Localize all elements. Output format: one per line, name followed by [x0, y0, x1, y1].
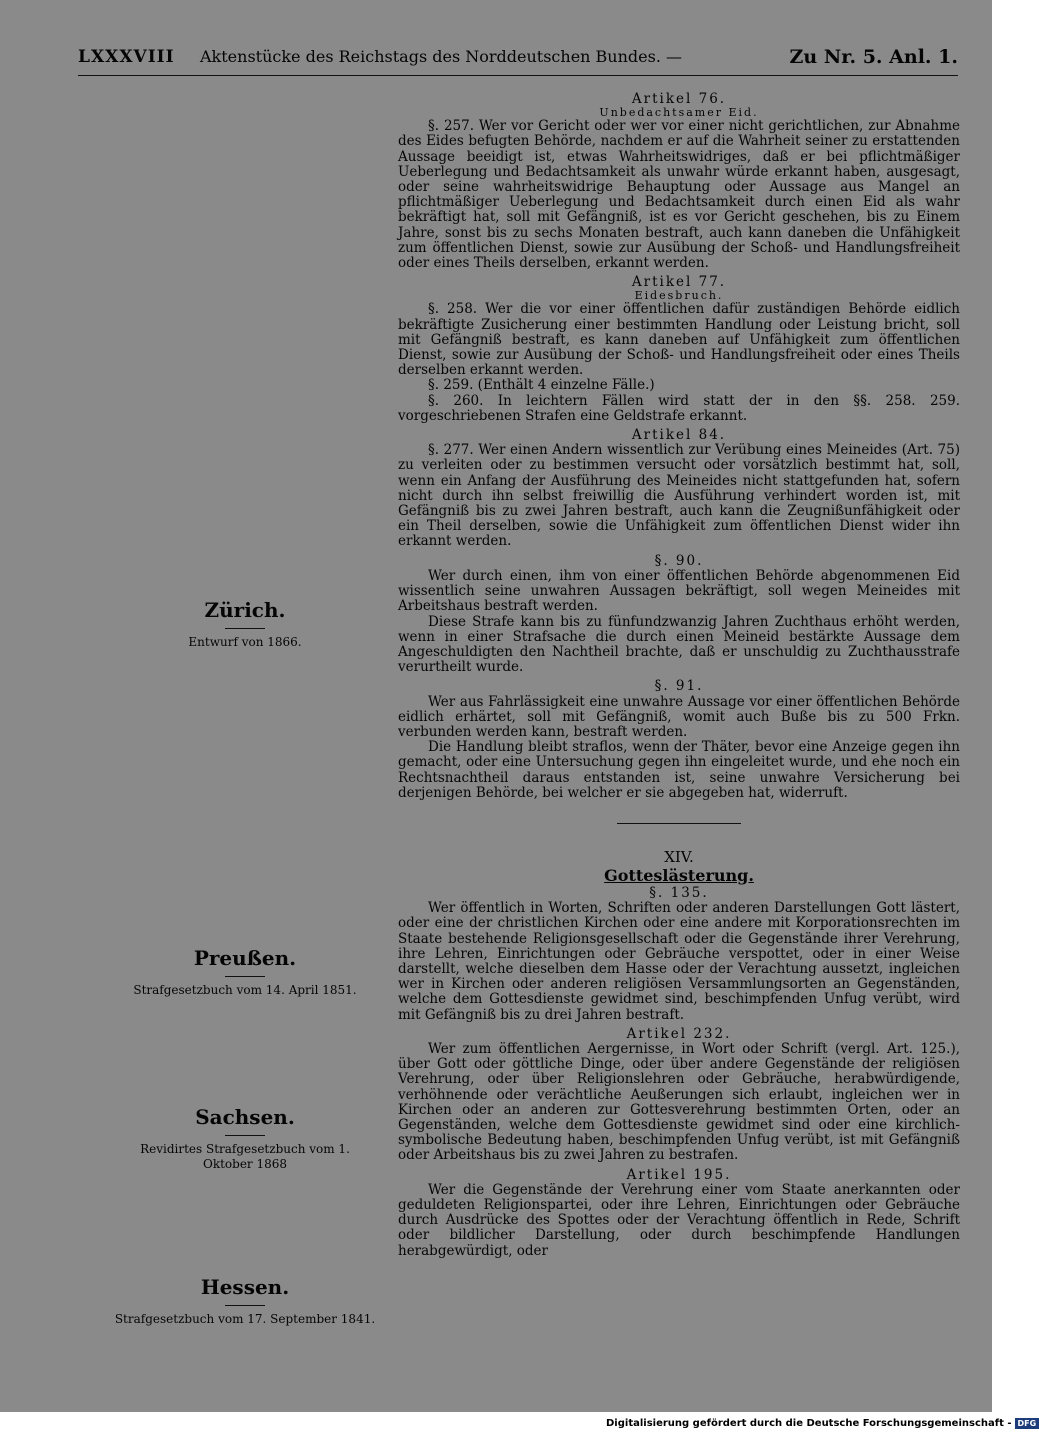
- digitization-footer: [606, 1415, 1037, 1432]
- paragraph: Wer die Gegenstände der Verehrung einer vom Staate anerkannten oder geduldeten Religionspartei, oder ihre Lehren, Einrichtungen oder Gebräuche durch Ausdrücke des Spottes oder der Verachtung öffentlich in Rede, Schrift oder bildlicher Darstellung, oder durch beschimpfende Handlungen herabgewürdigt, oder: [398, 1181, 960, 1259]
- article-subheading: Eidesbruch.: [634, 289, 724, 303]
- margin-rule: [225, 1305, 265, 1306]
- article-heading: Artikel 77.: [631, 274, 727, 291]
- chapter-title: Gotteslästerung.: [604, 865, 754, 885]
- header-title: Aktenstücke des Reichstags des Norddeutschen Bundes. —: [200, 47, 683, 66]
- running-header: [78, 44, 958, 70]
- margin-preussen: [110, 946, 380, 998]
- dfg-logo: DFG: [1015, 1418, 1039, 1429]
- paragraph: §. 277. Wer einen Andern wissentlich zur Verübung eines Meineides (Art. 75) zu verleiten oder zu bestimmen versucht oder vorsätzlich bestimmt hat, soll, wenn ein Anfang der Ausführung des Meineides nicht stattgefunden hat, sofern nicht durch ihn selbst freiwillig die Ausführung verhindert worden ist, mit Gefängniß bis zu zwei Jahren bestraft, auch kann die Zeugnißunfähigkeit oder ein Theil derselben, sowie die Unfähigkeit zum öffentlichen Dienst wider ihn erkannt werden.: [398, 442, 960, 550]
- section-number: §. 135.: [649, 884, 709, 901]
- section-separator: [617, 823, 741, 824]
- article-heading: Artikel 84.: [631, 427, 727, 444]
- margin-rule: [225, 628, 265, 629]
- margin-zurich: [110, 598, 380, 650]
- margin-title: Hessen.: [200, 1275, 290, 1299]
- chapter-number: XIV.: [664, 847, 694, 866]
- footer-text: Digitalisierung gefördert durch die Deutsche Forschungsgemeinschaft -: [606, 1418, 1012, 1429]
- margin-source: Revidirtes Strafgesetzbuch vom 1. Oktober 1868: [140, 1142, 350, 1171]
- paragraph: Wer durch einen, ihm von einer öffentlichen Behörde abgenommenen Eid wissentlich seine unwahren Aussagen bekräftigt, soll wegen Meineides mit Arbeitshaus bestraft werden.: [398, 567, 960, 615]
- margin-rule: [225, 976, 265, 977]
- paragraph: §. 257. Wer vor Gericht oder wer vor einer nicht gerichtlichen, zur Abnahme des Eides befugten Behörde, nachdem er auf die Wahrheit seiner zu erstattenden Aussage beeidigt ist, etwas Wahrheitswidriges, daß er bei pflichtmäßiger Ueberlegung und Bedachtsamkeit als unwahr würde erkannt haben, ausgesagt, oder seine wahrheitswidrige Behauptung oder Aussage aus Mangel an pflichtmäßiger Ueberlegung und Bedachtsamkeit durch einen Eid als wahr bekräftigt hat, soll mit Gefängniß, ist es vor Gericht geschehen, bis zu Einem Jahre, sonst bis zu sechs Monaten bestraft, auch kann daneben die Unfähigkeit zum öffentlichen Dienst, sowie zur Ausübung der Schoß- und Handlungsfreiheit oder eines Theils derselben, erkannt werden.: [398, 118, 960, 272]
- margin-title: Zürich.: [204, 598, 286, 622]
- page-number: LXXXVIII: [78, 47, 175, 67]
- paragraph: §. 258. Wer die vor einer öffentlichen dafür zuständigen Behörde eidlich bekräftigte Zusicherung einer bestimmten Handlung oder Leistung bricht, soll mit Gefängniß bestraft, es kann daneben auf Unfähigkeit zum öffentlichen Dienst, sowie zur Ausübung der Schoß- und Handlungsfreiheit oder eines Theils derselben erkannt werden.: [398, 301, 960, 379]
- section-number: §. 91.: [654, 678, 704, 695]
- article-heading: Artikel 195.: [626, 1166, 732, 1183]
- margin-sachsen: [110, 1105, 380, 1172]
- article-subheading: Unbedachtsamer Eid.: [599, 106, 759, 120]
- margin-source: Entwurf von 1866.: [188, 635, 302, 649]
- margin-rule: [225, 1135, 265, 1136]
- article-heading: Artikel 76.: [631, 91, 727, 107]
- margin-title: Preußen.: [193, 946, 297, 970]
- main-text: [398, 92, 960, 1259]
- paragraph: Die Handlung bleibt straflos, wenn der Thäter, bevor eine Anzeige gegen ihn gemacht, oder eine Untersuchung gegen ihn eingeleitet wurde, und ehe noch ein Rechtsnachtheil daraus entstanden ist, seine unwahre Versicherung bei derjenigen Behörde, bei welcher er sie abgegeben hat, widerruft.: [398, 739, 960, 801]
- paragraph: §. 259. (Enthält 4 einzelne Fälle.): [428, 377, 655, 394]
- margin-source: Strafgesetzbuch vom 14. April 1851.: [133, 983, 357, 997]
- paragraph: Wer öffentlich in Worten, Schriften oder anderen Darstellungen Gott lästert, oder eine der christlichen Kirchen oder eine andere mit Korporationsrechten im Staate bestehende Religionsgesellschaft oder die Gegenstände ihrer Verehrung, ihre Lehren, Einrichtungen oder Gebräuche verspottet, oder in einer Weise darstellt, welche dieselben dem Hasse oder der Verachtung aussetzt, ingleichen wer in Kirchen oder anderen religiösen Versammlungsorten an Gegenständen, welche dem Gottesdienste gewidmet sind, beschimpfenden Unfug verübt, wird mit Gefängniß bis zu drei Jahren bestraft.: [398, 900, 960, 1023]
- margin-title: Sachsen.: [195, 1105, 295, 1129]
- article-heading: Artikel 232.: [626, 1025, 732, 1042]
- paragraph: Diese Strafe kann bis zu fünfundzwanzig Jahren Zuchthaus erhöht werden, wenn in einer Strafsache die durch einen Meineid bestärkte Aussage dem Angeschuldigten den Nachtheil brachte, daß er unschuldig zu Zuchthausstrafe verurtheilt wurde.: [398, 613, 960, 676]
- header-rule: [78, 75, 958, 76]
- section-number: §. 90.: [654, 552, 704, 569]
- margin-hessen: [110, 1275, 380, 1327]
- paragraph: §. 260. In leichtern Fällen wird statt der in den §§. 258. 259. vorgeschriebenen Strafen eine Geldstrafe erkannt.: [398, 392, 960, 424]
- paragraph: Wer zum öffentlichen Aergernisse, in Wort oder Schrift (vergl. Art. 125.), über Gott oder göttliche Dinge, oder über andere Gegenstände der religiösen Verehrung, oder über Religionslehren oder Gebräuche, herabwürdigende, verhöhnende oder verächtliche Aeußerungen sich erlaubt, ingleichen wer in Kirchen oder an anderen zur Gottesverehrung bestimmten Orten, oder an Gegenständen, welche dem Gottesdienste gewidmet sind oder eine kirchlich-symbolische Bedeutung haben, beschimpfenden Unfug verübt, ist mit Gefängniß oder Arbeitshaus bis zu zwei Jahren zu bestrafen.: [398, 1040, 960, 1164]
- paragraph: Wer aus Fahrlässigkeit eine unwahre Aussage vor einer öffentlichen Behörde eidlich erhärtet, soll mit Gefängniß, womit auch Buße bis zu 500 Frkn. verbunden werden kann, bestraft werden.: [398, 693, 960, 740]
- header-reference: Zu Nr. 5. Anl. 1.: [789, 46, 958, 68]
- margin-source: Strafgesetzbuch vom 17. September 1841.: [114, 1312, 376, 1326]
